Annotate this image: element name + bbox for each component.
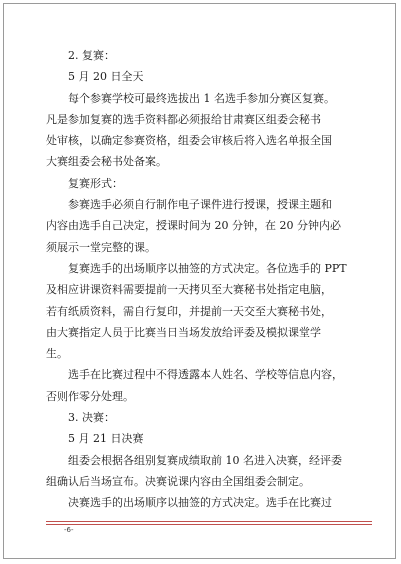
page-number: -6- (64, 526, 74, 534)
paragraph-line: 决赛选手的出场顺序以抽签的方式决定。选手在比赛过 (68, 496, 332, 510)
paragraph-line: 5 月 20 日全天 (68, 70, 144, 84)
document-body (46, 45, 366, 514)
paragraph-line: 大赛组委会秘书处备案。 (46, 155, 167, 169)
document-page (3, 3, 396, 559)
paragraph-line: 及相应讲课资料需要提前一天拷贝至大赛秘书处指定电脑， (46, 283, 332, 297)
paragraph-line: 处审核，以确定参赛资格，组委会审核后将入选名单报全国 (46, 134, 332, 148)
paragraph-line: 否则作零分处理。 (46, 389, 134, 403)
footer-rule-bottom (46, 524, 372, 525)
footer-rule-top (46, 521, 372, 522)
paragraph-line: 生。 (46, 347, 68, 361)
paragraph-line: 5 月 21 日决赛 (68, 432, 144, 446)
paragraph-line: 组委会根据各组别复赛成绩取前 10 名进入决赛，经评委 (68, 453, 342, 467)
paragraph-line: 3. 决赛： (68, 411, 115, 425)
paragraph-line: 须展示一堂完整的课。 (46, 240, 156, 254)
paragraph-line: 每个参赛学校可最终选拔出 1 名选手参加分赛区复赛。 (68, 91, 335, 105)
paragraph-line: 复赛形式： (68, 176, 123, 190)
paragraph-line: 凡是参加复赛的选手资料都必须报给甘肃赛区组委会秘书 (46, 112, 321, 126)
paragraph-line: 内容由选手自己决定，授课时间为 20 分钟，在 20 分钟内必 (46, 219, 341, 233)
paragraph-line: 若有纸质资料，需自行复印，并提前一天交至大赛秘书处， (46, 304, 332, 318)
paragraph-line: 组确认后当场宣布。决赛说课内容由全国组委会制定。 (46, 474, 310, 488)
paragraph-line: 选手在比赛过程中不得透露本人姓名、学校等信息内容， (68, 368, 343, 382)
paragraph-line: 由大赛指定人员于比赛当日当场发放给评委及模拟课堂学 (46, 325, 321, 339)
paragraph-line: 参赛选手必须自行制作电子课件进行授课，授课主题和 (68, 198, 332, 212)
paragraph-line: 复赛选手的出场顺序以抽签的方式决定。各位选手的 PPT (68, 261, 347, 275)
paragraph-line: 2. 复赛： (68, 49, 115, 62)
